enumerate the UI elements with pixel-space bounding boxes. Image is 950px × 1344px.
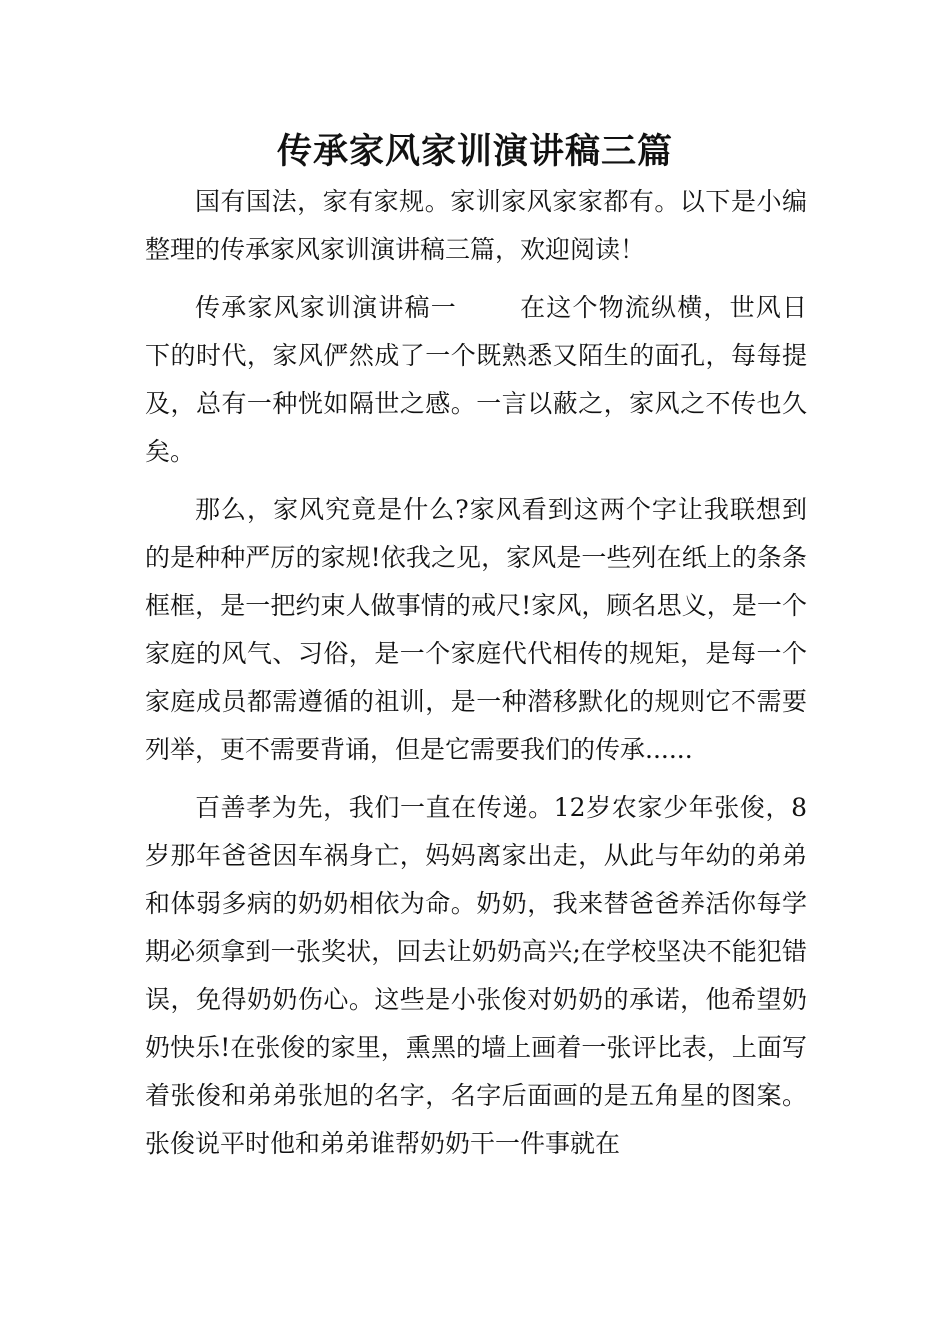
paragraph-speech-one (145, 284, 807, 476)
document-title: 传承家风家训演讲稿三篇 (276, 131, 673, 172)
paragraph-filial-piety-story: 百善孝为先，我们一直在传递。12岁农家少年张俊，8岁那年爸爸因车祸身亡，妈妈离家出走，从此与年幼的弟弟和体弱多病的奶奶相依为命。奶奶，我来替爸爸养活你每学期必须拿到一张奖状，回去让奶奶高兴;在学校坚决不能犯错误，免得奶奶伤心。这些是小张俊对奶奶的承诺，他希望奶奶快乐!在张俊的家里，熏黑的墙上画着一张评比表，上面写着张俊和弟弟张旭的名字，名字后面画的是五角星的图案。张俊说平时他和弟弟谁帮奶奶干一件事就在 (145, 793, 807, 1158)
document-body (145, 178, 807, 1168)
speech-one-opening: 在这个物流纵横，世风日下的时代，家风俨然成了一个既熟悉又陌生的面孔，每每提及，总有一种恍如隔世之感。一言以蔽之，家风之不传也久矣。 (145, 293, 807, 466)
speech-one-heading: 传承家风家训演讲稿一 (195, 293, 457, 322)
paragraph-intro: 国有国法，家有家规。家训家风家家都有。以下是小编整理的传承家风家训演讲稿三篇，欢迎阅读！ (145, 187, 807, 264)
paragraph-what-is-family-tradition: 那么，家风究竟是什么?家风看到这两个字让我联想到的是种种严厉的家规!依我之见，家风是一些列在纸上的条条框框，是一把约束人做事情的戒尺!家风，顾名思义，是一个家庭的风气、习俗，是一个家庭代代相传的规矩，是每一个家庭成员都需遵循的祖训，是一种潜移默化的规则它不需要列举，更不需要背诵，但是它需要我们的传承...... (145, 495, 807, 764)
